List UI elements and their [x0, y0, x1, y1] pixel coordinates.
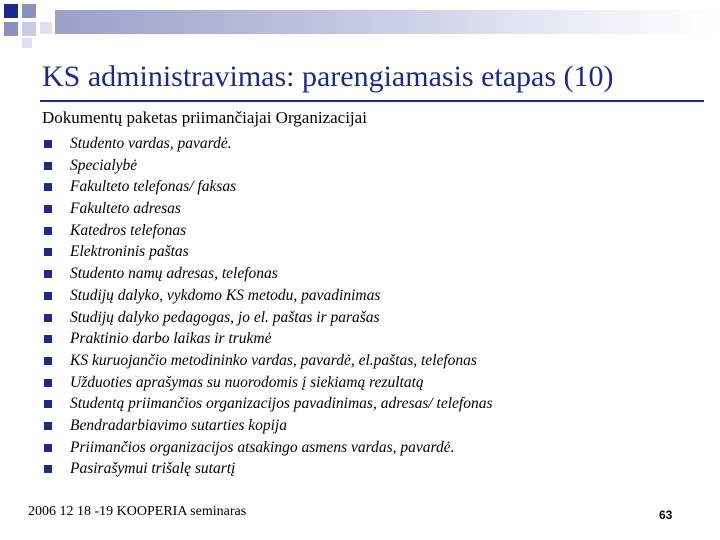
list-item	[42, 220, 493, 242]
list-item-text: Specialybė	[70, 156, 138, 174]
list-item-text: Fakulteto adresas	[70, 200, 181, 218]
list-item-text: Studento vardas, pavardė.	[70, 135, 232, 152]
list-item	[42, 458, 493, 480]
list-item-text: Studento namų adresas, telefonas	[70, 265, 278, 283]
bullet-square-icon	[44, 314, 52, 322]
list-item	[42, 307, 493, 329]
slide-subtitle: Dokumentų paketas priimančiajai Organizacijai	[42, 108, 367, 127]
list-item	[42, 241, 493, 263]
list-item	[42, 176, 493, 198]
slide-title: KS administravimas: parengiamasis etapas (10)	[42, 60, 614, 93]
list-item	[42, 285, 493, 307]
slide-footer: 2006 12 18 -19 KOOPERIA seminaras	[28, 504, 247, 519]
bullet-square-icon	[44, 227, 52, 235]
bullet-square-icon	[44, 400, 52, 408]
bullet-square-icon	[44, 162, 52, 170]
document-item-list	[42, 133, 493, 480]
list-item-text: Elektroninis paštas	[70, 243, 189, 261]
list-item-text: Studentą priimančios organizacijos pavadinimas, adresas/ telefonas	[70, 395, 493, 413]
bullet-square-icon	[44, 292, 52, 300]
list-item	[42, 350, 493, 372]
list-item-text: Fakulteto telefonas/ faksas	[70, 178, 237, 196]
list-item-text: Bendradarbiavimo sutarties kopija	[70, 416, 287, 434]
list-item	[42, 155, 493, 177]
bullet-square-icon	[44, 335, 52, 343]
list-item	[42, 328, 493, 350]
bullet-square-icon	[44, 379, 52, 387]
title-underline	[40, 100, 704, 102]
list-item	[42, 198, 493, 220]
list-item	[42, 372, 493, 394]
list-item-text: Praktinio darbo laikas ir trukmė	[70, 330, 272, 348]
list-item	[42, 415, 493, 437]
list-item-text: Pasirašymui trišalę sutartį	[70, 460, 236, 478]
list-item	[42, 437, 493, 459]
list-item-text: Katedros telefonas	[70, 221, 187, 239]
bullet-square-icon	[44, 357, 52, 365]
bullet-square-icon	[44, 183, 52, 191]
list-item-text: KS kuruojančio metodininko vardas, pavardė, el.paštas, telefonas	[70, 351, 477, 369]
bullet-square-icon	[44, 444, 52, 452]
bullet-square-icon	[44, 248, 52, 256]
list-item	[42, 133, 493, 155]
list-item-text: Studijų dalyko, vykdomo KS metodu, pavadinimas	[70, 286, 381, 304]
list-item-text: Užduoties aprašymas su nuorodomis į siekiamą rezultatą	[70, 373, 424, 391]
header-gradient-bar	[55, 10, 720, 34]
list-item	[42, 393, 493, 415]
bullet-square-icon	[44, 140, 52, 148]
bullet-square-icon	[44, 270, 52, 278]
corner-decoration	[0, 0, 60, 50]
list-item	[42, 263, 493, 285]
list-item-text: Studijų dalyko pedagogas, jo el. paštas ir parašas	[70, 308, 380, 326]
bullet-square-icon	[44, 465, 52, 473]
bullet-square-icon	[44, 205, 52, 213]
bullet-square-icon	[44, 422, 52, 430]
page-number: 63	[659, 508, 673, 522]
list-item-text: Priimančios organizacijos atsakingo asmens vardas, pavardė.	[70, 438, 455, 456]
